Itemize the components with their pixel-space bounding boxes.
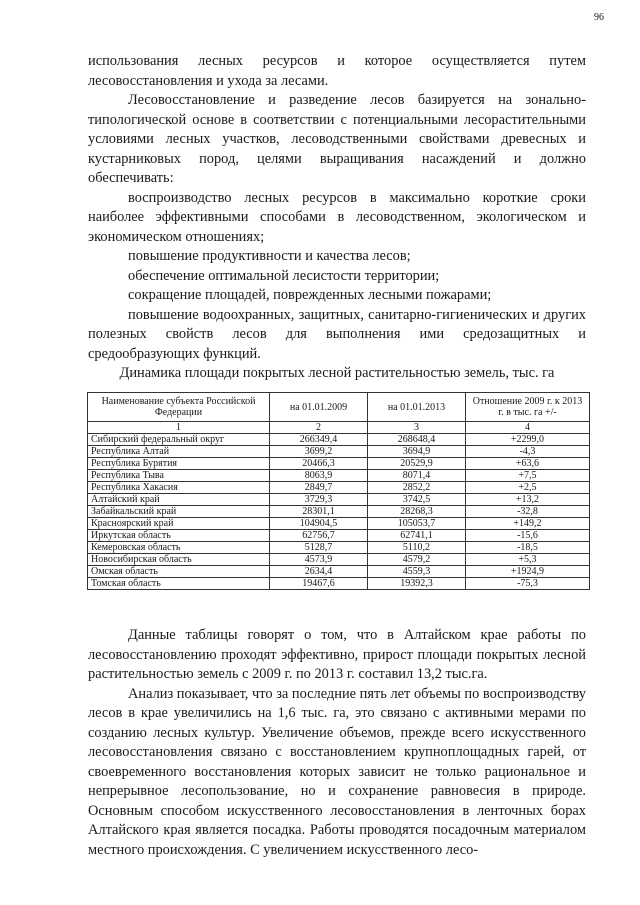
table-row — [88, 494, 590, 506]
cell-change: +2299,0 — [466, 434, 590, 446]
cell-change: +149,2 — [466, 518, 590, 530]
cell-change: +1924,9 — [466, 566, 590, 578]
paragraph: Анализ показывает, что за последние пять лет объемы по воспроизводству лесов в крае увеличились на 1,6 тыс. га, это связано с активными мерами по созданию лесных культур. Увеличение объемов, прежде всего искусственного лесовосстановления связано с восстановлением крупноплощадных гарей, от своевременного восстановления которых зависит не только рациональное и непрерывное лесопользование, но и сохранение равновесия в природе. Основным способом искусственного лесовосстановления в ленточных борах Алтайского края является посадка. Работы проводятся посадочным материалом местного происхождения. С увеличением искусственного лесо- — [88, 685, 586, 858]
cell-2009: 2849,7 — [270, 482, 368, 494]
table-row — [88, 566, 590, 578]
cell-2009: 3729,3 — [270, 494, 368, 506]
cell-region: Республика Тыва — [88, 470, 270, 482]
list-item: повышение водоохранных, защитных, санитарно-гигиенических и других полезных свойств лесов для выполнения ими средозащитных и средообразующих функций. — [88, 306, 586, 362]
cell-2009: 5128,7 — [270, 542, 368, 554]
text-block-top — [88, 52, 586, 364]
list-item: повышение продуктивности и качества лесов; — [128, 248, 411, 264]
cell-2013: 19392,3 — [368, 578, 466, 590]
header-2013: на 01.01.2013 — [368, 393, 466, 422]
cell-change: +63,6 — [466, 458, 590, 470]
table-row — [88, 542, 590, 554]
cell-region: Республика Бурятия — [88, 458, 270, 470]
header-2009: на 01.01.2009 — [270, 393, 368, 422]
list-item: воспроизводство лесных ресурсов в максимально короткие сроки наиболее эффективными способами в лесоводственном, экологическом и экономическом отношениях; — [88, 189, 586, 245]
column-number: 2 — [270, 422, 368, 434]
cell-2013: 4559,3 — [368, 566, 466, 578]
cell-region: Томская область — [88, 578, 270, 590]
cell-change: +2,5 — [466, 482, 590, 494]
table-row — [88, 554, 590, 566]
table-row — [88, 434, 590, 446]
cell-region: Алтайский край — [88, 494, 270, 506]
cell-2013: 5110,2 — [368, 542, 466, 554]
table-row — [88, 482, 590, 494]
cell-2009: 266349,4 — [270, 434, 368, 446]
column-number-row — [88, 422, 590, 434]
cell-change: +5,3 — [466, 554, 590, 566]
cell-2009: 3699,2 — [270, 446, 368, 458]
header-change: Отношение 2009 г. к 2013 г. в тыс. га +/- — [466, 393, 590, 422]
cell-2013: 105053,7 — [368, 518, 466, 530]
text-block-bottom — [88, 626, 586, 860]
cell-2013: 3742,5 — [368, 494, 466, 506]
cell-region: Иркутская область — [88, 530, 270, 542]
cell-region: Омская область — [88, 566, 270, 578]
cell-region: Республика Алтай — [88, 446, 270, 458]
paragraph: Данные таблицы говорят о том, что в Алтайском крае работы по лесовосстановлению проходят эффективно, прирост площади покрытых лесной растительностью земель с 2009 г. по 2013 г. составил 13,2 тыс.га. — [88, 627, 586, 682]
header-region: Наименование субъекта Российской Федерации — [88, 393, 270, 422]
cell-2013: 8071,4 — [368, 470, 466, 482]
list-item: сокращение площадей, поврежденных лесными пожарами; — [128, 287, 492, 303]
table-row — [88, 446, 590, 458]
cell-2013: 2852,2 — [368, 482, 466, 494]
cell-2009: 62756,7 — [270, 530, 368, 542]
cell-2009: 104904,5 — [270, 518, 368, 530]
paragraph: Лесовосстановление и разведение лесов базируется на зонально-типологической основе в соответствии с потенциальными лесорастительными условиями лесных участков, лесоводственными свойствами древесных и кустарниковых пород, целями выращивания насаждений и должно обеспечивать: — [88, 92, 586, 186]
table-row — [88, 458, 590, 470]
cell-2009: 20466,3 — [270, 458, 368, 470]
cell-region: Забайкальский край — [88, 506, 270, 518]
table-row — [88, 470, 590, 482]
cell-change: +7,5 — [466, 470, 590, 482]
table-caption: Динамика площади покрытых лесной растительностью земель, тыс. га — [119, 365, 555, 381]
column-number: 3 — [368, 422, 466, 434]
cell-change: -32,8 — [466, 506, 590, 518]
cell-2009: 19467,6 — [270, 578, 368, 590]
cell-2013: 3694,9 — [368, 446, 466, 458]
cell-region: Красноярский край — [88, 518, 270, 530]
cell-2013: 268648,4 — [368, 434, 466, 446]
cell-2009: 2634,4 — [270, 566, 368, 578]
cell-2013: 4579,2 — [368, 554, 466, 566]
cell-change: -15,6 — [466, 530, 590, 542]
cell-region: Республика Хакасия — [88, 482, 270, 494]
cell-change: -18,5 — [466, 542, 590, 554]
cell-2009: 4573,9 — [270, 554, 368, 566]
cell-2013: 62741,1 — [368, 530, 466, 542]
cell-2013: 28268,3 — [368, 506, 466, 518]
cell-2009: 28301,1 — [270, 506, 368, 518]
cell-region: Сибирский федеральный округ — [88, 434, 270, 446]
table-row — [88, 578, 590, 590]
cell-2013: 20529,9 — [368, 458, 466, 470]
column-number: 4 — [466, 422, 590, 434]
forest-area-table — [87, 392, 590, 590]
cell-region: Кемеровская область — [88, 542, 270, 554]
page-number: 96 — [594, 12, 604, 23]
cell-change: +13,2 — [466, 494, 590, 506]
cell-change: -75,3 — [466, 578, 590, 590]
column-number: 1 — [88, 422, 270, 434]
cell-change: -4,3 — [466, 446, 590, 458]
paragraph: использования лесных ресурсов и которое осуществляется путем лесовосстановления и ухода за лесами. — [88, 53, 586, 89]
cell-2009: 8063,9 — [270, 470, 368, 482]
table-row — [88, 506, 590, 518]
table-row — [88, 518, 590, 530]
list-item: обеспечение оптимальной лесистости территории; — [128, 267, 440, 284]
cell-region: Новосибирская область — [88, 554, 270, 566]
table-row — [88, 530, 590, 542]
